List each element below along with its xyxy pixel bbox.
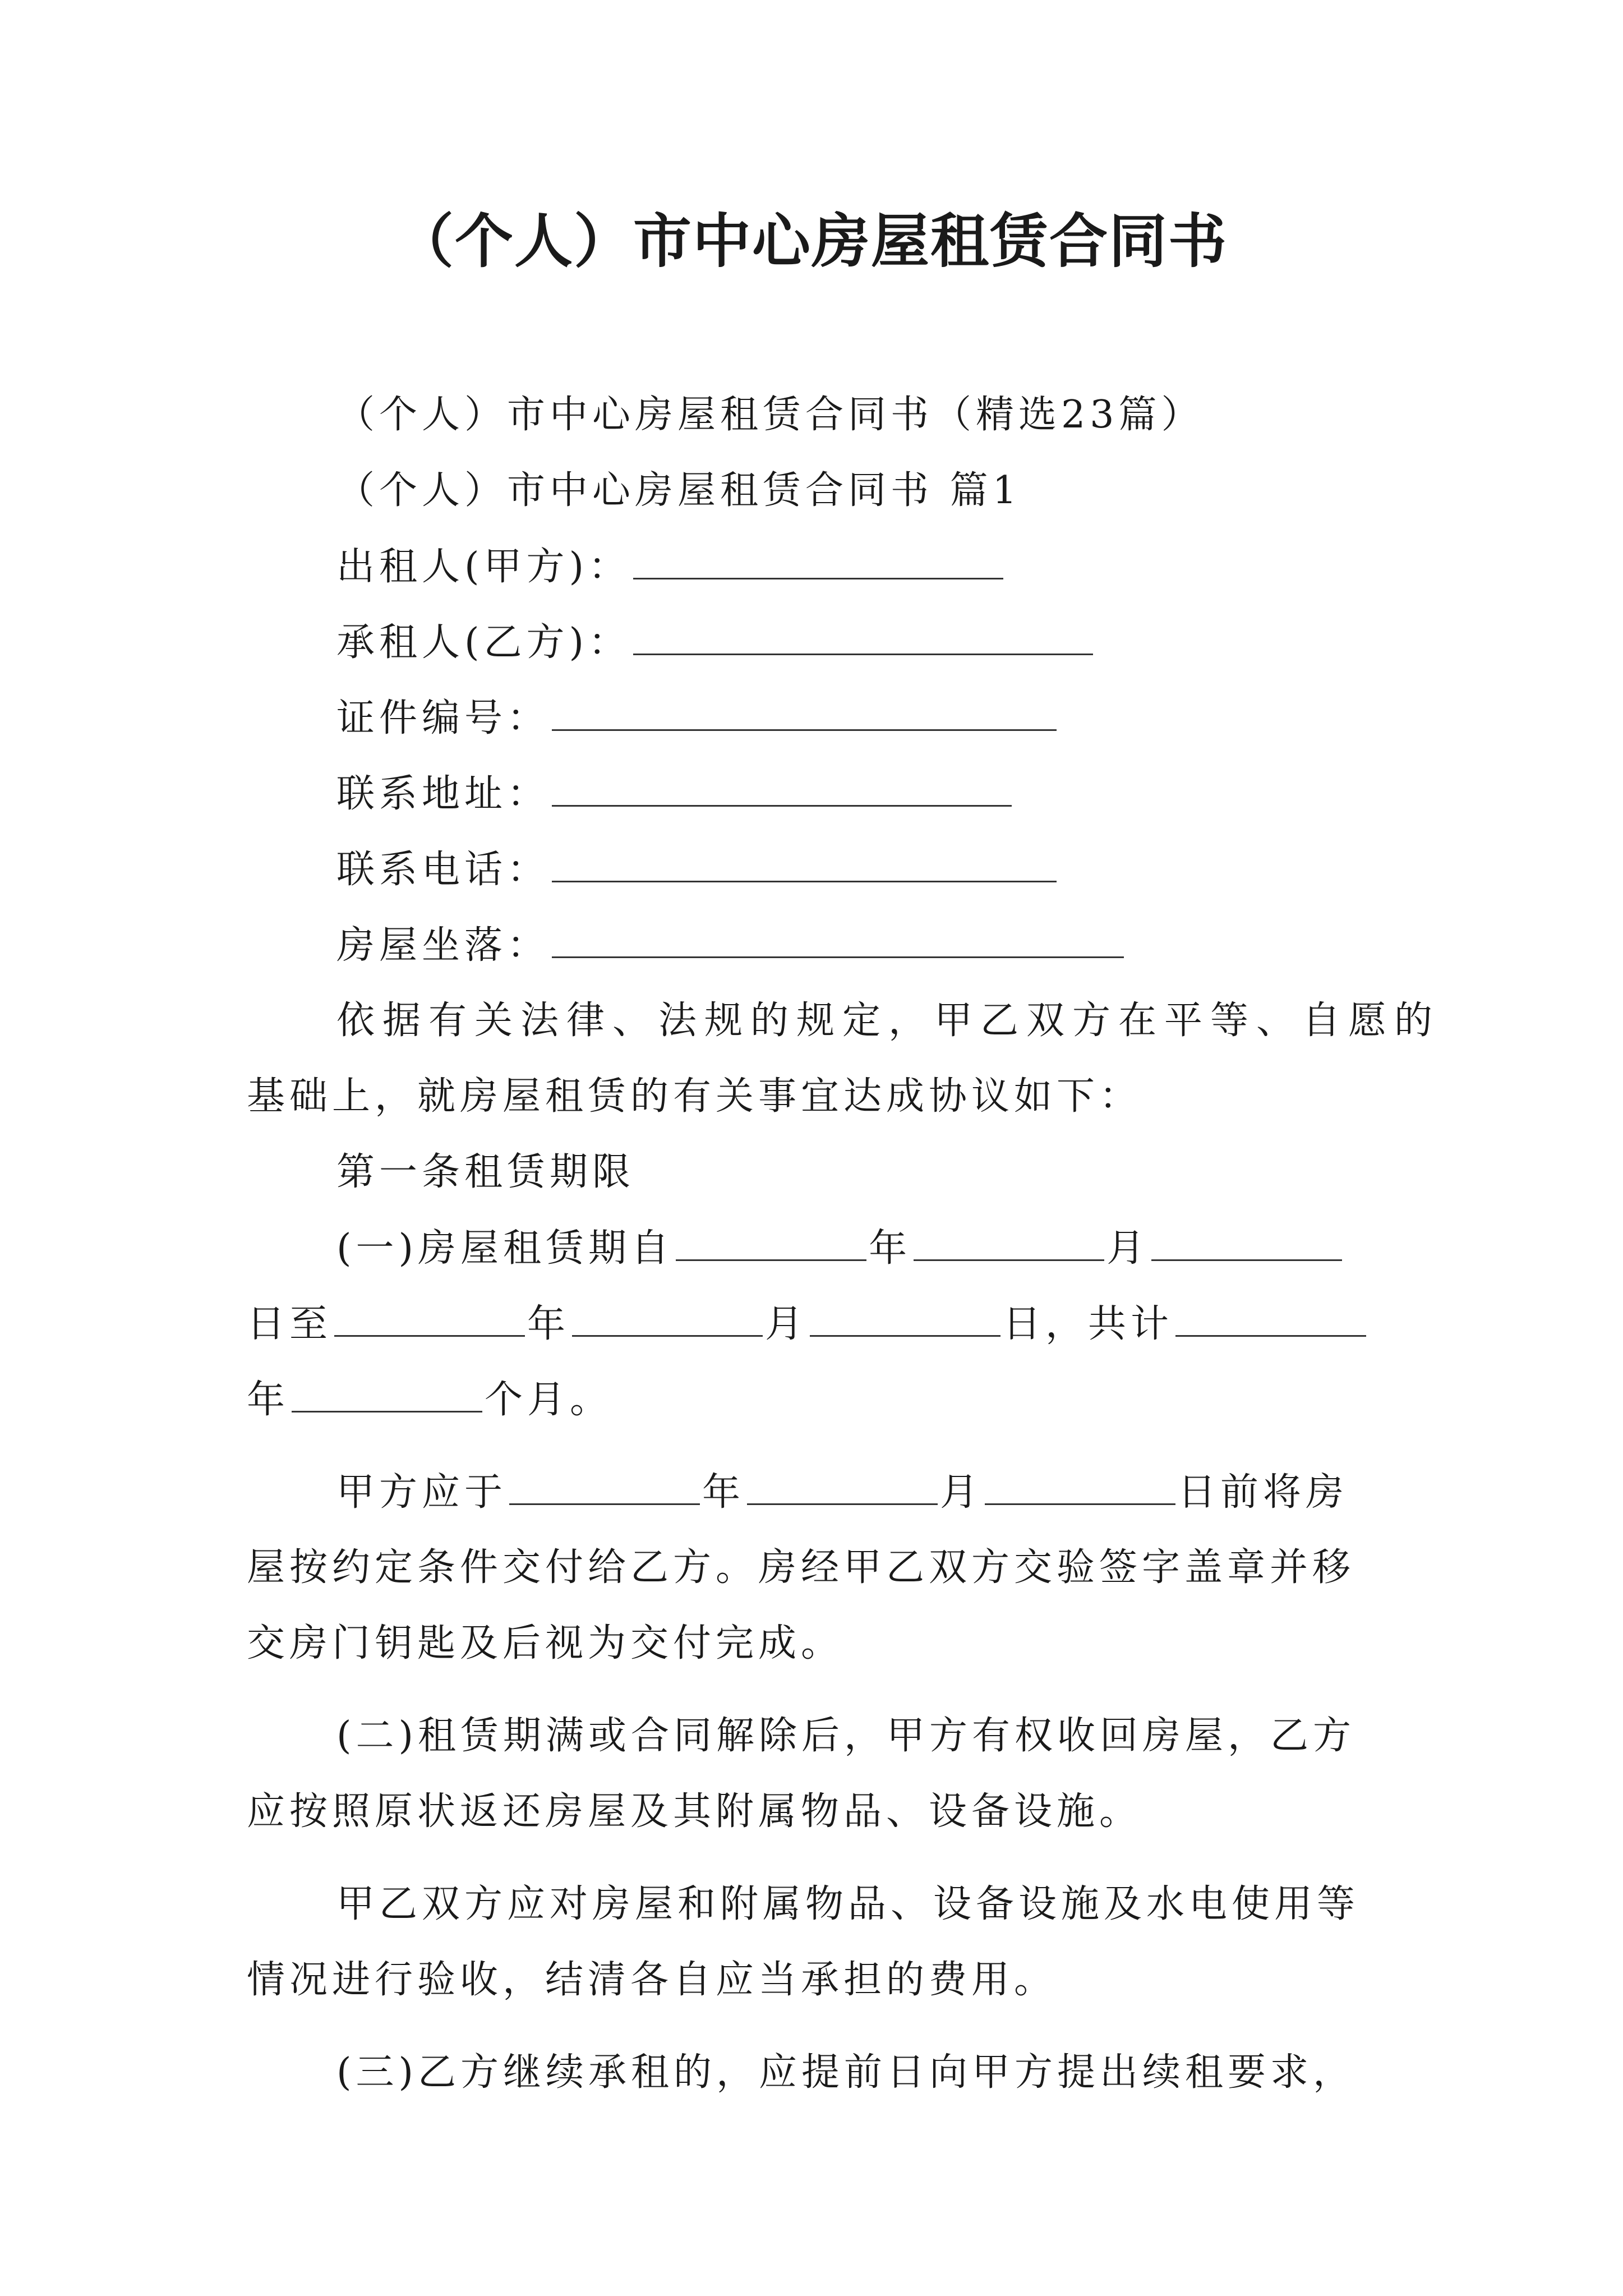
address-blank[interactable]: [552, 766, 1012, 807]
day-to-label: 日至: [247, 1302, 333, 1346]
field-lessor: [336, 539, 1006, 595]
clause-3-line-2: 应按照原状返还房屋及其附属物品、设备设施。: [247, 1789, 1142, 1834]
months-label: 个月。: [485, 1378, 613, 1422]
clause-3-line-1: (二)租赁期满或合同解除后，甲方有权收回房屋，乙方: [336, 1714, 1356, 1758]
delivery-month-blank[interactable]: [747, 1464, 938, 1505]
clause-1-line-1: [336, 1220, 1344, 1277]
clause-2-line-3: 交房门钥匙及后视为交付完成。: [247, 1621, 844, 1665]
phone-blank[interactable]: [552, 841, 1057, 882]
field-id-label: 证件编号：: [336, 696, 550, 740]
end-year-blank[interactable]: [334, 1296, 525, 1337]
total-years-blank[interactable]: [1175, 1296, 1366, 1337]
location-blank[interactable]: [552, 917, 1124, 958]
clause-5-line-1: (三)乙方继续承租的，应提前日向甲方提出续租要求，: [336, 2050, 1356, 2095]
subtitle-part: （个人）市中心房屋租赁合同书 篇1: [336, 468, 1021, 513]
clause-1-line-2: [247, 1296, 1368, 1352]
delivery-year-blank[interactable]: [509, 1464, 700, 1505]
delivery-day-blank[interactable]: [985, 1464, 1175, 1505]
month-label: 月: [1106, 1226, 1150, 1271]
month-label: 月: [940, 1470, 983, 1515]
year-label: 年: [527, 1302, 570, 1346]
field-lessee-label: 承租人(乙方)：: [336, 620, 631, 665]
field-id-number: [336, 690, 1059, 747]
month-label: 月: [765, 1302, 808, 1346]
clause-2-line-2: 屋按约定条件交付给乙方。房经甲乙双方交验签字盖章并移: [247, 1545, 1355, 1590]
lessor-blank[interactable]: [633, 539, 1003, 579]
clause-4-line-2: 情况进行验收，结清各自应当承担的费用。: [247, 1958, 1057, 2002]
lessee-blank[interactable]: [633, 614, 1093, 655]
end-day-blank[interactable]: [810, 1296, 1000, 1337]
end-month-blank[interactable]: [572, 1296, 763, 1337]
year-label: 年: [869, 1226, 912, 1271]
clause-2-line-1: [336, 1464, 1348, 1521]
field-lessee: [336, 614, 1095, 671]
year-label: 年: [247, 1378, 290, 1422]
field-phone-label: 联系电话：: [336, 848, 550, 892]
article-1-heading: 第一条租赁期限: [336, 1150, 635, 1194]
start-day-blank[interactable]: [1151, 1220, 1342, 1261]
total-label: 日，共计: [1003, 1302, 1174, 1346]
start-month-blank[interactable]: [914, 1220, 1104, 1261]
intro-line-1: 依据有关法律、法规的规定，甲乙双方在平等、自愿的: [336, 999, 1441, 1043]
before-label: 日前将房: [1178, 1470, 1349, 1515]
clause-4-line-1: 甲乙双方应对房屋和附属物品、设备设施及水电使用等: [336, 1882, 1360, 1926]
field-address: [336, 766, 1014, 822]
field-lessor-label: 出租人(甲方)：: [336, 545, 631, 589]
clause-1-text: (一)房屋租赁期自: [336, 1226, 674, 1271]
field-phone: [336, 841, 1059, 898]
subtitle-collection: （个人）市中心房屋租赁合同书（精选23篇）: [336, 393, 1204, 437]
field-location-label: 房屋坐落：: [336, 923, 550, 968]
field-location: [336, 917, 1126, 974]
total-months-blank[interactable]: [292, 1372, 482, 1412]
delivery-text: 甲方应于: [336, 1470, 508, 1515]
year-label: 年: [702, 1470, 745, 1515]
clause-1-line-3: [247, 1372, 612, 1428]
intro-line-2: 基础上，就房屋租赁的有关事宜达成协议如下：: [247, 1074, 1142, 1119]
id-number-blank[interactable]: [552, 690, 1057, 731]
field-address-label: 联系地址：: [336, 772, 550, 816]
document-title: （个人）市中心房屋租赁合同书: [395, 207, 1228, 275]
start-year-blank[interactable]: [676, 1220, 866, 1261]
